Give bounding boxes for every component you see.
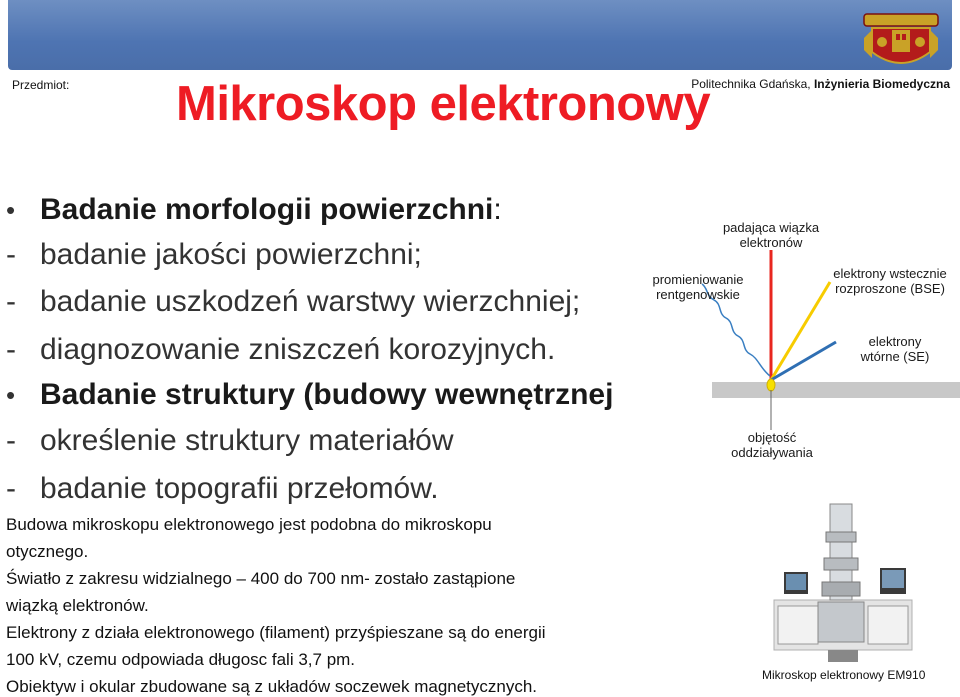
description-line: otycznego. <box>6 542 89 561</box>
interaction-volume-marker <box>767 379 775 391</box>
list-item-rest: : <box>493 193 502 226</box>
electron-microscope-icon <box>768 502 918 664</box>
label-line: oddziaływania <box>731 445 813 460</box>
bullet-marker: • <box>6 195 16 225</box>
bse-label <box>820 266 960 296</box>
interaction-diagram <box>640 210 960 470</box>
label-line: padająca wiązka <box>722 220 820 235</box>
dash-marker: - <box>6 424 16 457</box>
list-item <box>6 378 613 412</box>
label-line: elektrony wstecznie <box>833 266 947 281</box>
description-line: Budowa mikroskopu elektronowego jest podobna do mikroskopu <box>6 515 492 534</box>
list-item-bold: Badanie struktury (budowy wewnętrznej <box>40 378 614 411</box>
bse-beam <box>771 282 830 380</box>
description-line: Elektrony z działa elektronowego (filament) przyśpieszane są do energii <box>6 623 546 642</box>
description-line: Obiektyw i okular zbudowane są z układów soczewek magnetycznych. <box>6 677 538 696</box>
label-line: elektrony <box>868 334 922 349</box>
list-item-bold: Badanie morfologii powierzchni <box>40 193 494 226</box>
description-line: wiązką elektronów. <box>6 596 149 615</box>
list-item <box>6 193 502 227</box>
label-line: objętość <box>747 430 797 445</box>
university-label: Politechnika Gdańska, <box>691 77 811 91</box>
bullet-marker: • <box>6 380 16 410</box>
header-bar <box>8 0 952 70</box>
list-item-text: badanie jakości powierzchni; <box>40 238 422 271</box>
sample-surface <box>712 382 960 398</box>
dash-marker: - <box>6 472 16 505</box>
subject-label: Przedmiot: <box>12 78 70 92</box>
dash-marker: - <box>6 333 16 366</box>
xray-label <box>644 272 752 302</box>
list-item <box>6 238 422 272</box>
se-label <box>850 334 940 364</box>
label-line: rentgenowskie <box>656 287 740 302</box>
photo-caption: Mikroskop elektronowy EM910 <box>762 668 926 682</box>
dash-marker: - <box>6 285 16 318</box>
incident-beam-label <box>712 220 830 250</box>
list-item-text: badanie topografii przełomów. <box>40 472 439 505</box>
faculty-label: Inżynieria Biomedyczna <box>813 77 950 91</box>
list-item <box>6 472 439 506</box>
label-line: elektronów <box>739 235 803 250</box>
volume-label <box>722 430 822 460</box>
list-item <box>6 333 555 367</box>
label-line: rozproszone (BSE) <box>835 281 945 296</box>
list-item <box>6 424 453 458</box>
university-name <box>691 77 950 91</box>
label-line: promieniowanie <box>652 272 744 287</box>
slide-title: Mikroskop elektronowy <box>176 77 711 131</box>
university-crest-icon <box>860 8 942 74</box>
description-line: Światło z zakresu widzialnego – 400 do 700 nm- zostało zastąpione <box>6 569 516 588</box>
label-line: wtórne (SE) <box>860 349 930 364</box>
list-item-text: diagnozowanie zniszczeń korozyjnych. <box>40 333 556 366</box>
list-item-text: badanie uszkodzeń warstwy wierzchniej; <box>40 285 581 318</box>
description-line: 100 kV, czemu odpowiada długosc fali 3,7 pm. <box>6 650 356 669</box>
list-item <box>6 285 580 319</box>
dash-marker: - <box>6 238 16 271</box>
list-item-text: określenie struktury materiałów <box>40 424 454 457</box>
